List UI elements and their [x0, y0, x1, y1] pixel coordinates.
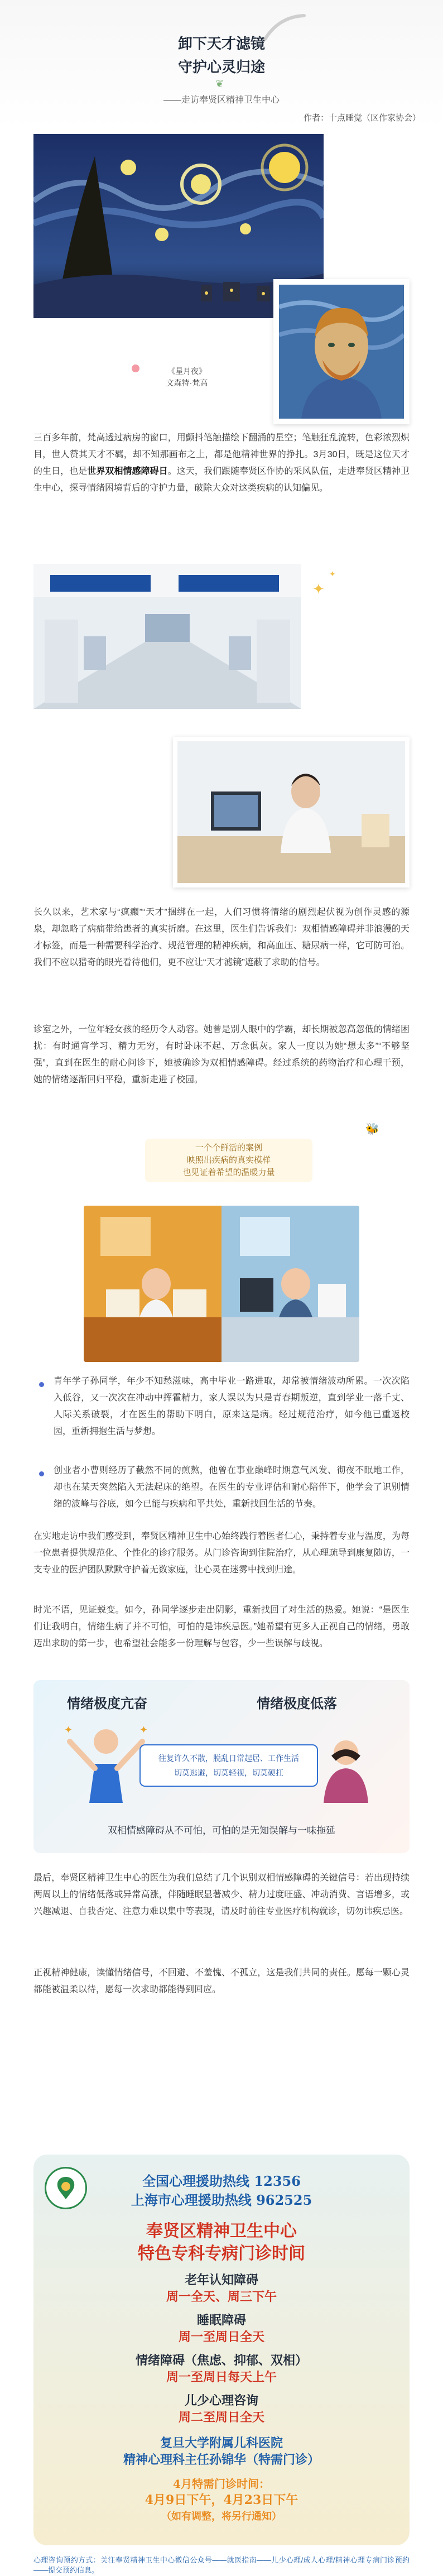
paragraph-case-girl: 诊室之外，一位年轻女孩的经历令人动容。她曾是别人眼中的学霸，却长期被忽高忽低的情绪困扰：有时通宵学习、精力无穷，有时卧床不起、万念俱灰。家人一度以为她“想太多”“不够坚强”，直到在医生的耐心问诊下，她被确诊为双相情感障碍。经过系统的药物治疗和心理干预，她的情绪逐渐回归平稳，重新走进了校园。 — [33, 1025, 410, 1085]
poster-item-name-1: 老年认知障碍 — [184, 2273, 258, 2287]
poster-item-name-2: 睡眠障碍 — [196, 2313, 246, 2328]
bee-icon: 🐝 — [365, 1123, 379, 1135]
card-box-line-2: 切莫逃避，切莫轻视，切莫硬扛 — [174, 1768, 283, 1777]
sparkle-icon: ✦ — [312, 581, 325, 597]
poster-hotline-national: 全国心理援助热线 12356 — [142, 2173, 301, 2189]
card-box-line-1: 往复许久不散，脱乱日常起居、工作生活 — [158, 1754, 299, 1763]
poster-item-time-4: 周二至周日全天 — [178, 2410, 264, 2425]
self-portrait-image — [279, 285, 404, 419]
subtitle: ——走访奉贤区精神卫生中心 — [163, 95, 280, 105]
poster-special-note: （如有调整，将另行通知） — [161, 2511, 282, 2522]
paragraph-intro — [33, 430, 410, 497]
clinic-poster — [33, 2155, 410, 2545]
bipolar-info-card — [33, 1680, 410, 1853]
doctor-consult-frame — [173, 737, 410, 888]
paragraph-intro-text-b: 。这天，我们跟随奉贤区作协的采风队伍，走进奉贤区精神卫生中心，探寻情绪困境背后的守护力量，破除大众对这类疾病的认知偏见。 — [33, 467, 410, 493]
paragraph-service: 在实地走访中我们感受到，奉贤区精神卫生中心始终践行着医者仁心，秉持着专业与温度，为每一位患者提供规范化、个性化的诊疗服务。从门诊咨询到住院治疗，从心理疏导到康复随访，一支专业的医护团队默默守护着无数家庭，让心灵在迷雾中找到归途。 — [33, 1532, 410, 1575]
card-title-depressed: 情绪极度低落 — [257, 1696, 337, 1711]
pink-dot-decoration — [132, 364, 139, 372]
poster-item-time-1: 周一全天、周三下午 — [166, 2290, 277, 2304]
svg-text:✦: ✦ — [64, 1724, 73, 1735]
poster-clinic-title: 特色专科专病门诊时间 — [138, 2244, 305, 2263]
paragraph-warning-signs: 最后，奉贤区精神卫生中心的医生为我们总结了几个识别双相情感障碍的关键信号：若出现持续两周以上的情绪低落或异常高涨，伴随睡眠显著减少、精力过度旺盛、冲动消费、言语增多，或兴趣减退、自我否定、注意力难以集中等表现，请及时前往专业医疗机构就诊，切勿讳疾忌医。 — [33, 1873, 410, 1916]
doctor-consult-photo — [177, 741, 405, 883]
title-line-1: 卸下天才滤镜 — [177, 35, 265, 52]
paragraph-recovery: 时光不语，见证蜕变。如今，孙同学逐步走出阴影，重新找回了对生活的热爱。她说：“是医生们让我明白，情绪生病了并不可怕，可怕的是讳疾忌医。”她希望有更多人正视自己的情绪，勇敢迈出求助的第一步，也希望社会能多一份理解与包容，少一些误解与歧视。 — [33, 1605, 410, 1648]
hospital-corridor-photo — [33, 564, 301, 709]
illustration-student-worker — [84, 1206, 359, 1362]
quote-line-3: 也见证着希望的温暖力量 — [182, 1168, 275, 1177]
card-title-manic: 情绪极度亢奋 — [67, 1696, 147, 1711]
paragraph-intro-bold: 世界双相情感障碍日 — [87, 467, 168, 476]
poster-item-time-2: 周一至周日全天 — [178, 2330, 264, 2344]
card-bottom-line: 双相情感障碍从不可怕，可怕的是无知误解与一味拖延 — [108, 1825, 335, 1836]
poster-special-dates: 4月9日下午，4月23日下午 — [145, 2493, 298, 2507]
paragraph-intro-text-a: 三百多年前，梵高透过病房的窗口，用颤抖笔触描绘下翻涌的星空；笔触狂乱流转，色彩浓烈炽目，世人赞其天才不羁，却不知那画布之上，都是他精神世界的挣扎。3月30日，既是这位天才的生日，也是 — [33, 433, 410, 476]
svg-text:✦: ✦ — [139, 1724, 148, 1735]
poster-item-name-3: 情绪障碍（焦虑、抑郁、双相） — [135, 2353, 307, 2368]
bullet-dot-1 — [39, 1382, 44, 1387]
painting-caption-author: 文森特·梵高 — [166, 378, 208, 387]
bullet-case-entrepreneur: 创业者小曹则经历了截然不同的煎熬，他曾在事业巅峰时期意气风发、彻夜不眠地工作，却也在某天突然陷入无法起床的绝望。在医生的专业评估和耐心陪伴下，他学会了识别情绪的波峰与谷底，如今已能与疾病和平共处，重新找回生活的节奏。 — [54, 1466, 410, 1509]
poster-expert-hospital: 复旦大学附属儿科医院 — [160, 2436, 283, 2450]
poster-item-name-4: 儿少心理咨询 — [184, 2393, 258, 2408]
poster-item-time-3: 周一至周日每天上午 — [166, 2370, 277, 2385]
card-center-box — [139, 1744, 318, 1787]
sparkle-small-icon: ✦ — [329, 569, 336, 578]
quote-line-1: 一个个鲜活的案例 — [195, 1143, 262, 1153]
title-line-2: 守护心灵归途 — [177, 59, 265, 75]
bullet-dot-2 — [39, 1471, 44, 1476]
poster-center-name: 奉贤区精神卫生中心 — [146, 2222, 297, 2241]
paragraph-bias: 长久以来，艺术家与“疯癫”“天才”捆绑在一起，人们习惯将情绪的剧烈起伏视为创作灵感的源泉，却忽略了病痛带给患者的真实折磨。在这里，医生们告诉我们：双相情感障碍并非浪漫的天才标签，而是一种需要科学治疗、规范管理的精神疾病，和高血压、糖尿病一样，它可防可治。我们不应以猎奇的眼光看待他们，更不应让“天才滤镜”遮蔽了求助的信号。 — [33, 908, 410, 967]
paragraph-closing: 正视精神健康，读懂情绪信号，不回避、不羞愧、不孤立，这是我们共同的责任。愿每一颗心灵都能被温柔以待，愿每一次求助都能得到回应。 — [33, 1968, 410, 1994]
author: 作者：十点睡觉（区作家协会） — [303, 113, 421, 123]
poster-special-title: 4月特需门诊时间： — [173, 2477, 270, 2491]
quote-line-2: 映照出疾病的真实模样 — [186, 1155, 271, 1165]
painting-caption-title: 《星月夜》 — [167, 367, 206, 376]
appointment-note: 心理咨询预约方式：关注奉贤精神卫生中心微信公众号——就医指南——儿少心理/成人心理/精神心理专病门诊预约——提交预约信息。 — [33, 2556, 410, 2574]
bullet-case-student: 青年学子孙同学，年少不知愁滋味，高中毕业一路进取，却常被情绪波动所累。一次次陷入低谷，又一次次在冲动中挥霍精力，家人误以为只是青春期叛逆，直到学业一落千丈、人际关系破裂，才在医生的帮助下明白，原来这是病。经过规范治疗，如今他已重返校园，重新拥抱生活与梦想。 — [54, 1376, 410, 1436]
quote-box — [145, 1139, 312, 1182]
poster-hotline-shanghai: 上海市心理援助热线 962525 — [131, 2192, 312, 2208]
self-portrait-frame — [273, 279, 410, 424]
poster-expert-name: 精神心理科主任孙锦华（特需门诊） — [123, 2453, 320, 2467]
leaf-icon: ❦ — [215, 78, 224, 89]
